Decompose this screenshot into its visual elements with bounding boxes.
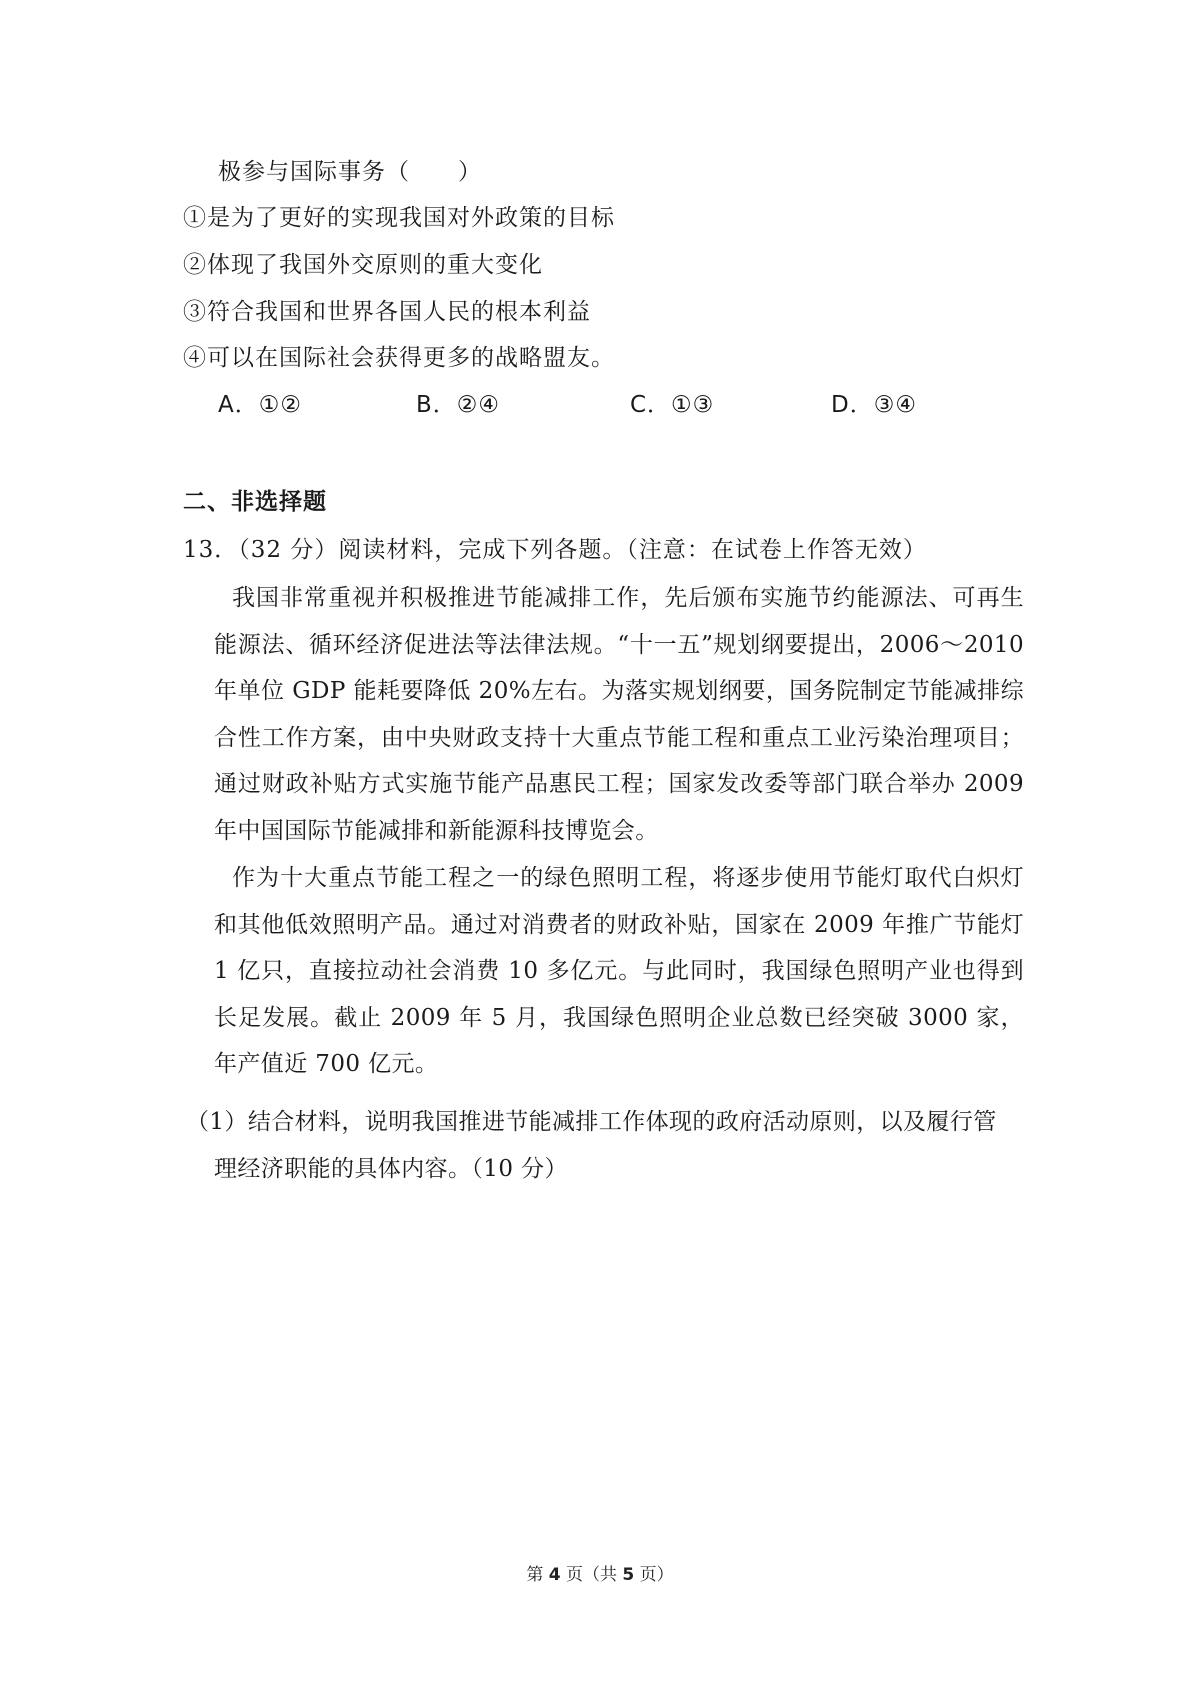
answer-choices [0, 389, 1200, 421]
statement-2: ②体现了我国外交原则的重大变化 [183, 252, 543, 278]
statement-4: ④可以在国际社会获得更多的战略盟友。 [183, 345, 615, 371]
subquestion-1-line-1: （1）结合材料，说明我国推进节能减排工作体现的政府活动原则，以及履行管 [186, 1109, 997, 1135]
footer-page-number: 4 [548, 1565, 561, 1585]
choice-c: C．①③ [630, 392, 715, 418]
statement-1: ①是为了更好的实现我国对外政策的目标 [183, 205, 615, 231]
material-paragraph-1: 我国非常重视并积极推进节能减排工作，先后颁布实施节约能源法、可再生能源法、循环经济促进法等法律法规。“十一五”规划纲要提出，2006～2010 年单位 GDP 能耗要降低 20%左右。为落实规划纲要，国务院制定节能减排综合性工作方案，由中央财政支持十大重点节能工程和重点工业污染治理项目；通过财政补贴方式实施节能产品惠民工程；国家发改委等部门联合举办 2009 年中国国际节能减排和新能源科技博览会。 [214, 585, 1024, 844]
footer-middle: 页（共 [560, 1565, 623, 1585]
choice-a: A．①② [218, 392, 302, 418]
page-footer [0, 1563, 1200, 1587]
subquestion-1 [186, 1099, 1024, 1192]
statement-3: ③符合我国和世界各国人民的根本利益 [183, 299, 591, 325]
material-paragraph-2: 作为十大重点节能工程之一的绿色照明工程，将逐步使用节能灯取代白炽灯和其他低效照明产品。通过对消费者的财政补贴，国家在 2009 年推广节能灯 1 亿只，直接拉动社会消费 10 多亿元。与此同时，我国绿色照明产业也得到长足发展。截止 2009 年 5 月，我国绿色照明企业总数已经突破 3000 家，年产值近 700 亿元。 [214, 865, 1024, 1077]
subquestion-1-line-2: 理经济职能的具体内容。（10 分） [214, 1155, 568, 1182]
footer-prefix: 第 [526, 1565, 549, 1585]
choice-d: D．③④ [831, 392, 917, 418]
footer-suffix: 页） [634, 1565, 674, 1585]
choice-b: B．②④ [416, 392, 501, 418]
question-13-header: 13．（32 分）阅读材料，完成下列各题。（注意：在试卷上作答无效） [183, 537, 927, 563]
footer-total-pages: 5 [622, 1565, 635, 1585]
question-12-stem: 极参与国际事务（ ） [218, 159, 482, 185]
section-heading: 二、非选择题 [183, 489, 327, 515]
